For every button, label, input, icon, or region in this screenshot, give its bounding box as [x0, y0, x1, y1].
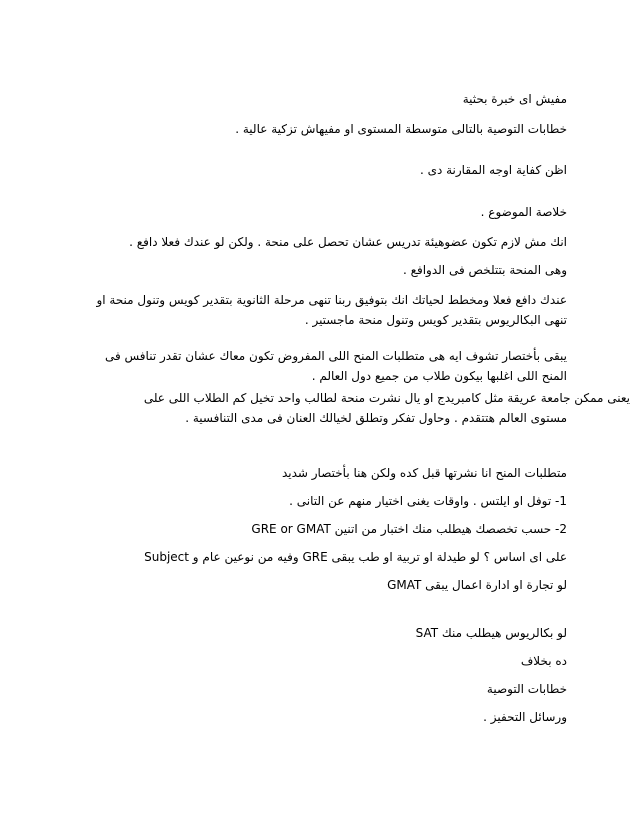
text-line: لو بكالريوس هيطلب منك SAT	[415, 626, 567, 640]
text-line: مستوى العالم هتتقدم . وحاول تفكر وتطلق لخيالك العنان فى مدى التنافسية .	[185, 411, 567, 425]
paragraph	[105, 346, 567, 386]
text-line: خطابات التوصية	[486, 682, 567, 696]
paragraph	[144, 388, 630, 428]
text-line: تنهى البكالريوس بتقدير كويس وتنول منحة ماجستير .	[304, 313, 567, 327]
text-line: 1- توفل او ايلتس . واوقات يغنى اختيار منهم عن التانى .	[289, 494, 567, 508]
text-line: ده بخلاف	[520, 654, 567, 668]
text-line: انك مش لازم تكون عضوهيئة تدريس عشان تحصل على منحة . ولكن لو عندك فعلا دافع .	[129, 235, 567, 249]
text-line: على اى اساس ؟ لو طيدلة او تربية او طب يبقى GRE وفيه من نوعين عام و Subject	[144, 550, 567, 564]
text-line: عندك دافع فعلا ومخطط لحياتك انك بتوفيق ربنا تنهى مرحلة الثانوية بتقدير كويس وتنول منحة او	[96, 293, 567, 307]
text-line: ورسائل التحفيز .	[483, 710, 567, 724]
text-line: خطابات التوصية بالتالى متوسطة المستوى او مفيهاش تزكية عالية .	[235, 122, 567, 136]
text-line: خلاصة الموضوع .	[480, 205, 567, 219]
text-line: وهى المنحة بتتلخص فى الدوافع .	[402, 263, 567, 277]
text-line: اظن كفاية اوجه المقارنة دى .	[419, 163, 567, 177]
text-line: يبقى بأختصار تشوف ايه هى متطلبات المنح اللى المفروض تكون معاك عشان تقدر تنافس فى	[104, 349, 567, 363]
paragraph	[96, 290, 567, 330]
text-line: متطلبات المنح انا نشرتها قبل كده ولكن هنا بأختصار شديد	[281, 466, 567, 480]
text-line: يعنى ممكن جامعة عريقة مثل كامبريدج او يال نشرت منحة لطالب واحد تخيل كم الطلاب اللى على	[143, 391, 630, 405]
text-line: مفيش اى خبرة بحثية	[462, 92, 567, 106]
text-line: لو تجارة او ادارة اعمال يبقى GMAT	[387, 578, 567, 592]
text-line: المنح اللى اغلبها بيكون طلاب من جميع دول العالم .	[311, 369, 567, 383]
text-line: 2- حسب تخصصك هيطلب منك اختبار من اتنين GRE or GMAT	[251, 522, 567, 536]
